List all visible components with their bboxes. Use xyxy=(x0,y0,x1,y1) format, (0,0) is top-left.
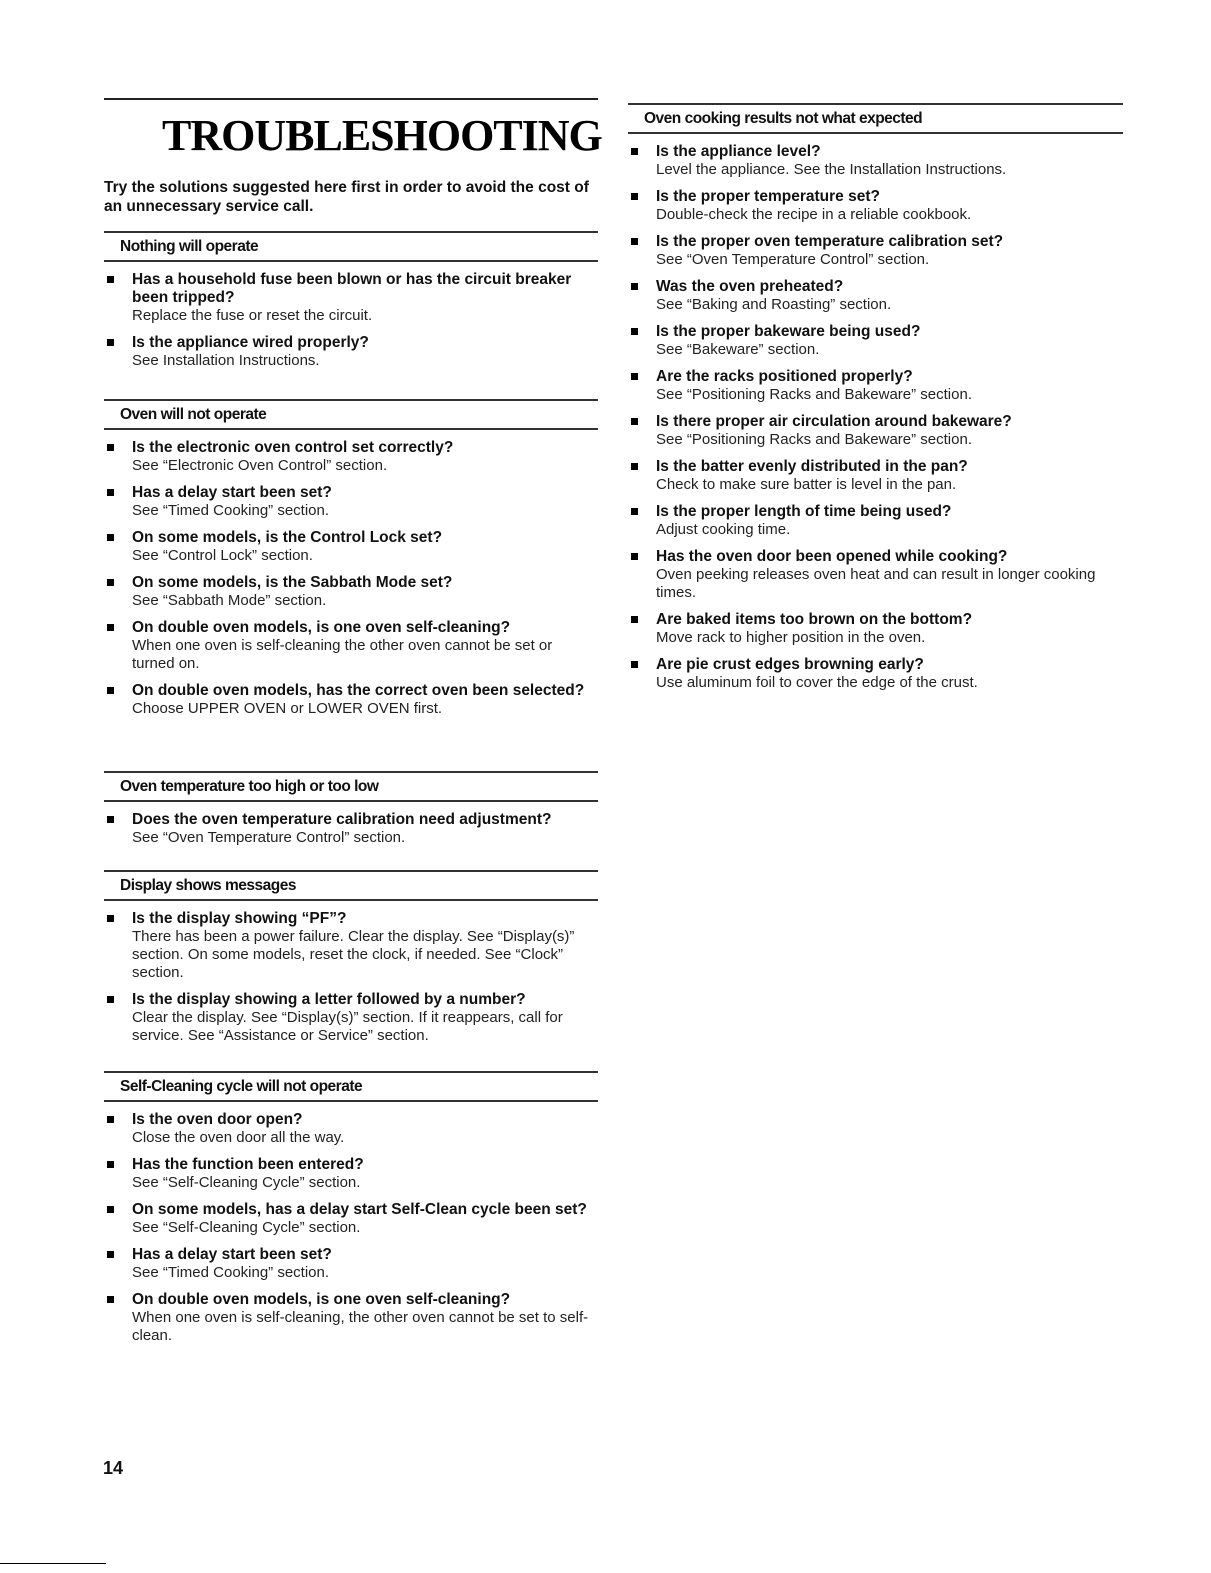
list-item xyxy=(104,439,598,475)
list-item xyxy=(628,368,1123,404)
question: Are baked items too brown on the bottom? xyxy=(656,611,973,628)
section-heading: Oven temperature too high or too low xyxy=(104,771,598,802)
square-bullet-icon xyxy=(631,148,638,155)
question: Has a delay start been set? xyxy=(132,1246,332,1263)
square-bullet-icon xyxy=(107,579,114,586)
square-bullet-icon xyxy=(631,193,638,200)
question: Has the function been entered? xyxy=(132,1156,364,1173)
list-item xyxy=(104,334,598,370)
question: Is the batter evenly distributed in the pan? xyxy=(656,458,968,475)
square-bullet-icon xyxy=(107,1116,114,1123)
question: Is the electronic oven control set correctly? xyxy=(132,439,454,456)
question: Is the proper temperature set? xyxy=(656,188,880,205)
list-item xyxy=(104,991,598,1045)
answer: See “Timed Cooking” section. xyxy=(132,502,330,519)
question: Is there proper air circulation around bakeware? xyxy=(656,413,1012,430)
square-bullet-icon xyxy=(631,238,638,245)
list-item xyxy=(628,143,1123,179)
question: On some models, is the Control Lock set? xyxy=(132,529,443,546)
answer: Use aluminum foil to cover the edge of the crust. xyxy=(656,674,978,691)
square-bullet-icon xyxy=(631,418,638,425)
list-item xyxy=(104,811,598,847)
answer: See “Timed Cooking” section. xyxy=(132,1264,330,1281)
section-heading: Oven will not operate xyxy=(104,399,598,430)
square-bullet-icon xyxy=(631,616,638,623)
answer: Move rack to higher position in the oven. xyxy=(656,629,926,646)
question: Is the proper length of time being used? xyxy=(656,503,952,520)
answer: Double-check the recipe in a reliable cookbook. xyxy=(656,206,972,223)
answer: When one oven is self-cleaning, the other oven cannot be set to self-clean. xyxy=(132,1309,589,1344)
square-bullet-icon xyxy=(107,444,114,451)
item-list xyxy=(628,143,1123,692)
item-list xyxy=(104,811,598,847)
item-list xyxy=(104,271,598,370)
question: Is the display showing “PF”? xyxy=(132,910,347,927)
section xyxy=(104,399,598,727)
question: Has a delay start been set? xyxy=(132,484,332,501)
answer: See “Self-Cleaning Cycle” section. xyxy=(132,1219,361,1236)
list-item xyxy=(104,682,598,718)
square-bullet-icon xyxy=(107,489,114,496)
list-item xyxy=(104,1291,598,1345)
list-item xyxy=(628,548,1123,602)
question: Has the oven door been opened while cooking? xyxy=(656,548,1008,565)
list-item xyxy=(628,611,1123,647)
list-item xyxy=(628,188,1123,224)
section-heading: Oven cooking results not what expected xyxy=(628,103,1123,134)
list-item xyxy=(628,656,1123,692)
section-heading: Display shows messages xyxy=(104,870,598,901)
item-list xyxy=(104,1111,598,1345)
square-bullet-icon xyxy=(107,915,114,922)
section-heading: Nothing will operate xyxy=(104,231,598,262)
answer: Check to make sure batter is level in the pan. xyxy=(656,476,957,493)
question: On some models, has a delay start Self-Clean cycle been set? xyxy=(132,1201,587,1218)
square-bullet-icon xyxy=(107,687,114,694)
square-bullet-icon xyxy=(631,373,638,380)
title-rule xyxy=(104,98,598,100)
section xyxy=(628,103,1123,701)
answer: See “Positioning Racks and Bakeware” section. xyxy=(656,431,972,448)
question: Is the proper oven temperature calibration set? xyxy=(656,233,1004,250)
answer: When one oven is self-cleaning the other oven cannot be set or turned on. xyxy=(132,637,553,672)
list-item xyxy=(104,1156,598,1192)
answer: See “Oven Temperature Control” section. xyxy=(132,829,406,846)
question: Does the oven temperature calibration need adjustment? xyxy=(132,811,552,828)
intro-text: Try the solutions suggested here first in order to avoid the cost of an unnecessary service call. xyxy=(104,179,589,215)
square-bullet-icon xyxy=(107,276,114,283)
square-bullet-icon xyxy=(631,661,638,668)
list-item xyxy=(104,1246,598,1282)
section xyxy=(104,1071,598,1354)
answer: See “Control Lock” section. xyxy=(132,547,313,564)
section xyxy=(104,870,598,1054)
question: Is the appliance level? xyxy=(656,143,821,160)
question: On double oven models, is one oven self-cleaning? xyxy=(132,1291,511,1308)
footer-rule xyxy=(0,1563,106,1564)
square-bullet-icon xyxy=(107,1206,114,1213)
square-bullet-icon xyxy=(107,339,114,346)
answer: See “Self-Cleaning Cycle” section. xyxy=(132,1174,361,1191)
list-item xyxy=(628,323,1123,359)
list-item xyxy=(104,484,598,520)
square-bullet-icon xyxy=(631,283,638,290)
answer: Oven peeking releases oven heat and can result in longer cooking times. xyxy=(656,566,1096,601)
list-item xyxy=(628,503,1123,539)
question: On double oven models, has the correct oven been selected? xyxy=(132,682,585,699)
question: Is the oven door open? xyxy=(132,1111,303,1128)
answer: See Installation Instructions. xyxy=(132,352,320,369)
section-heading: Self-Cleaning cycle will not operate xyxy=(104,1071,598,1102)
answer: See “Sabbath Mode” section. xyxy=(132,592,327,609)
section xyxy=(104,231,598,379)
square-bullet-icon xyxy=(107,624,114,631)
answer: Replace the fuse or reset the circuit. xyxy=(132,307,373,324)
list-item xyxy=(104,271,598,325)
page-number: 14 xyxy=(103,1458,124,1478)
square-bullet-icon xyxy=(107,534,114,541)
list-item xyxy=(628,458,1123,494)
list-item xyxy=(628,278,1123,314)
item-list xyxy=(104,910,598,1045)
square-bullet-icon xyxy=(107,816,114,823)
answer: See “Bakeware” section. xyxy=(656,341,820,358)
answer: Clear the display. See “Display(s)” section. If it reappears, call for service. See “Assistance or Service” section. xyxy=(132,1009,563,1044)
square-bullet-icon xyxy=(631,553,638,560)
answer: Close the oven door all the way. xyxy=(132,1129,345,1146)
square-bullet-icon xyxy=(107,1161,114,1168)
question: Was the oven preheated? xyxy=(656,278,844,295)
answer: See “Baking and Roasting” section. xyxy=(656,296,892,313)
question: On double oven models, is one oven self-cleaning? xyxy=(132,619,511,636)
answer: Adjust cooking time. xyxy=(656,521,791,538)
answer: There has been a power failure. Clear the display. See “Display(s)” section. On some models, reset the clock, if needed. See “Clock” section. xyxy=(132,928,575,981)
square-bullet-icon xyxy=(107,1296,114,1303)
question: On some models, is the Sabbath Mode set? xyxy=(132,574,453,591)
answer: Level the appliance. See the Installation Instructions. xyxy=(656,161,1007,178)
square-bullet-icon xyxy=(631,508,638,515)
list-item xyxy=(104,910,598,982)
answer: Choose UPPER OVEN or LOWER OVEN first. xyxy=(132,700,443,717)
list-item xyxy=(628,233,1123,269)
page-title: TROUBLESHOOTING xyxy=(162,111,602,160)
question: Is the proper bakeware being used? xyxy=(656,323,921,340)
list-item xyxy=(628,413,1123,449)
list-item xyxy=(104,1111,598,1147)
question: Are the racks positioned properly? xyxy=(656,368,913,385)
list-item xyxy=(104,574,598,610)
square-bullet-icon xyxy=(631,463,638,470)
answer: See “Oven Temperature Control” section. xyxy=(656,251,930,268)
square-bullet-icon xyxy=(107,996,114,1003)
answer: See “Positioning Racks and Bakeware” section. xyxy=(656,386,972,403)
section xyxy=(104,771,598,856)
question: Has a household fuse been blown or has the circuit breaker been tripped? xyxy=(132,271,572,306)
question: Is the display showing a letter followed by a number? xyxy=(132,991,526,1008)
question: Are pie crust edges browning early? xyxy=(656,656,924,673)
answer: See “Electronic Oven Control” section. xyxy=(132,457,388,474)
list-item xyxy=(104,1201,598,1237)
list-item xyxy=(104,529,598,565)
item-list xyxy=(104,439,598,718)
square-bullet-icon xyxy=(631,328,638,335)
list-item xyxy=(104,619,598,673)
square-bullet-icon xyxy=(107,1251,114,1258)
question: Is the appliance wired properly? xyxy=(132,334,369,351)
